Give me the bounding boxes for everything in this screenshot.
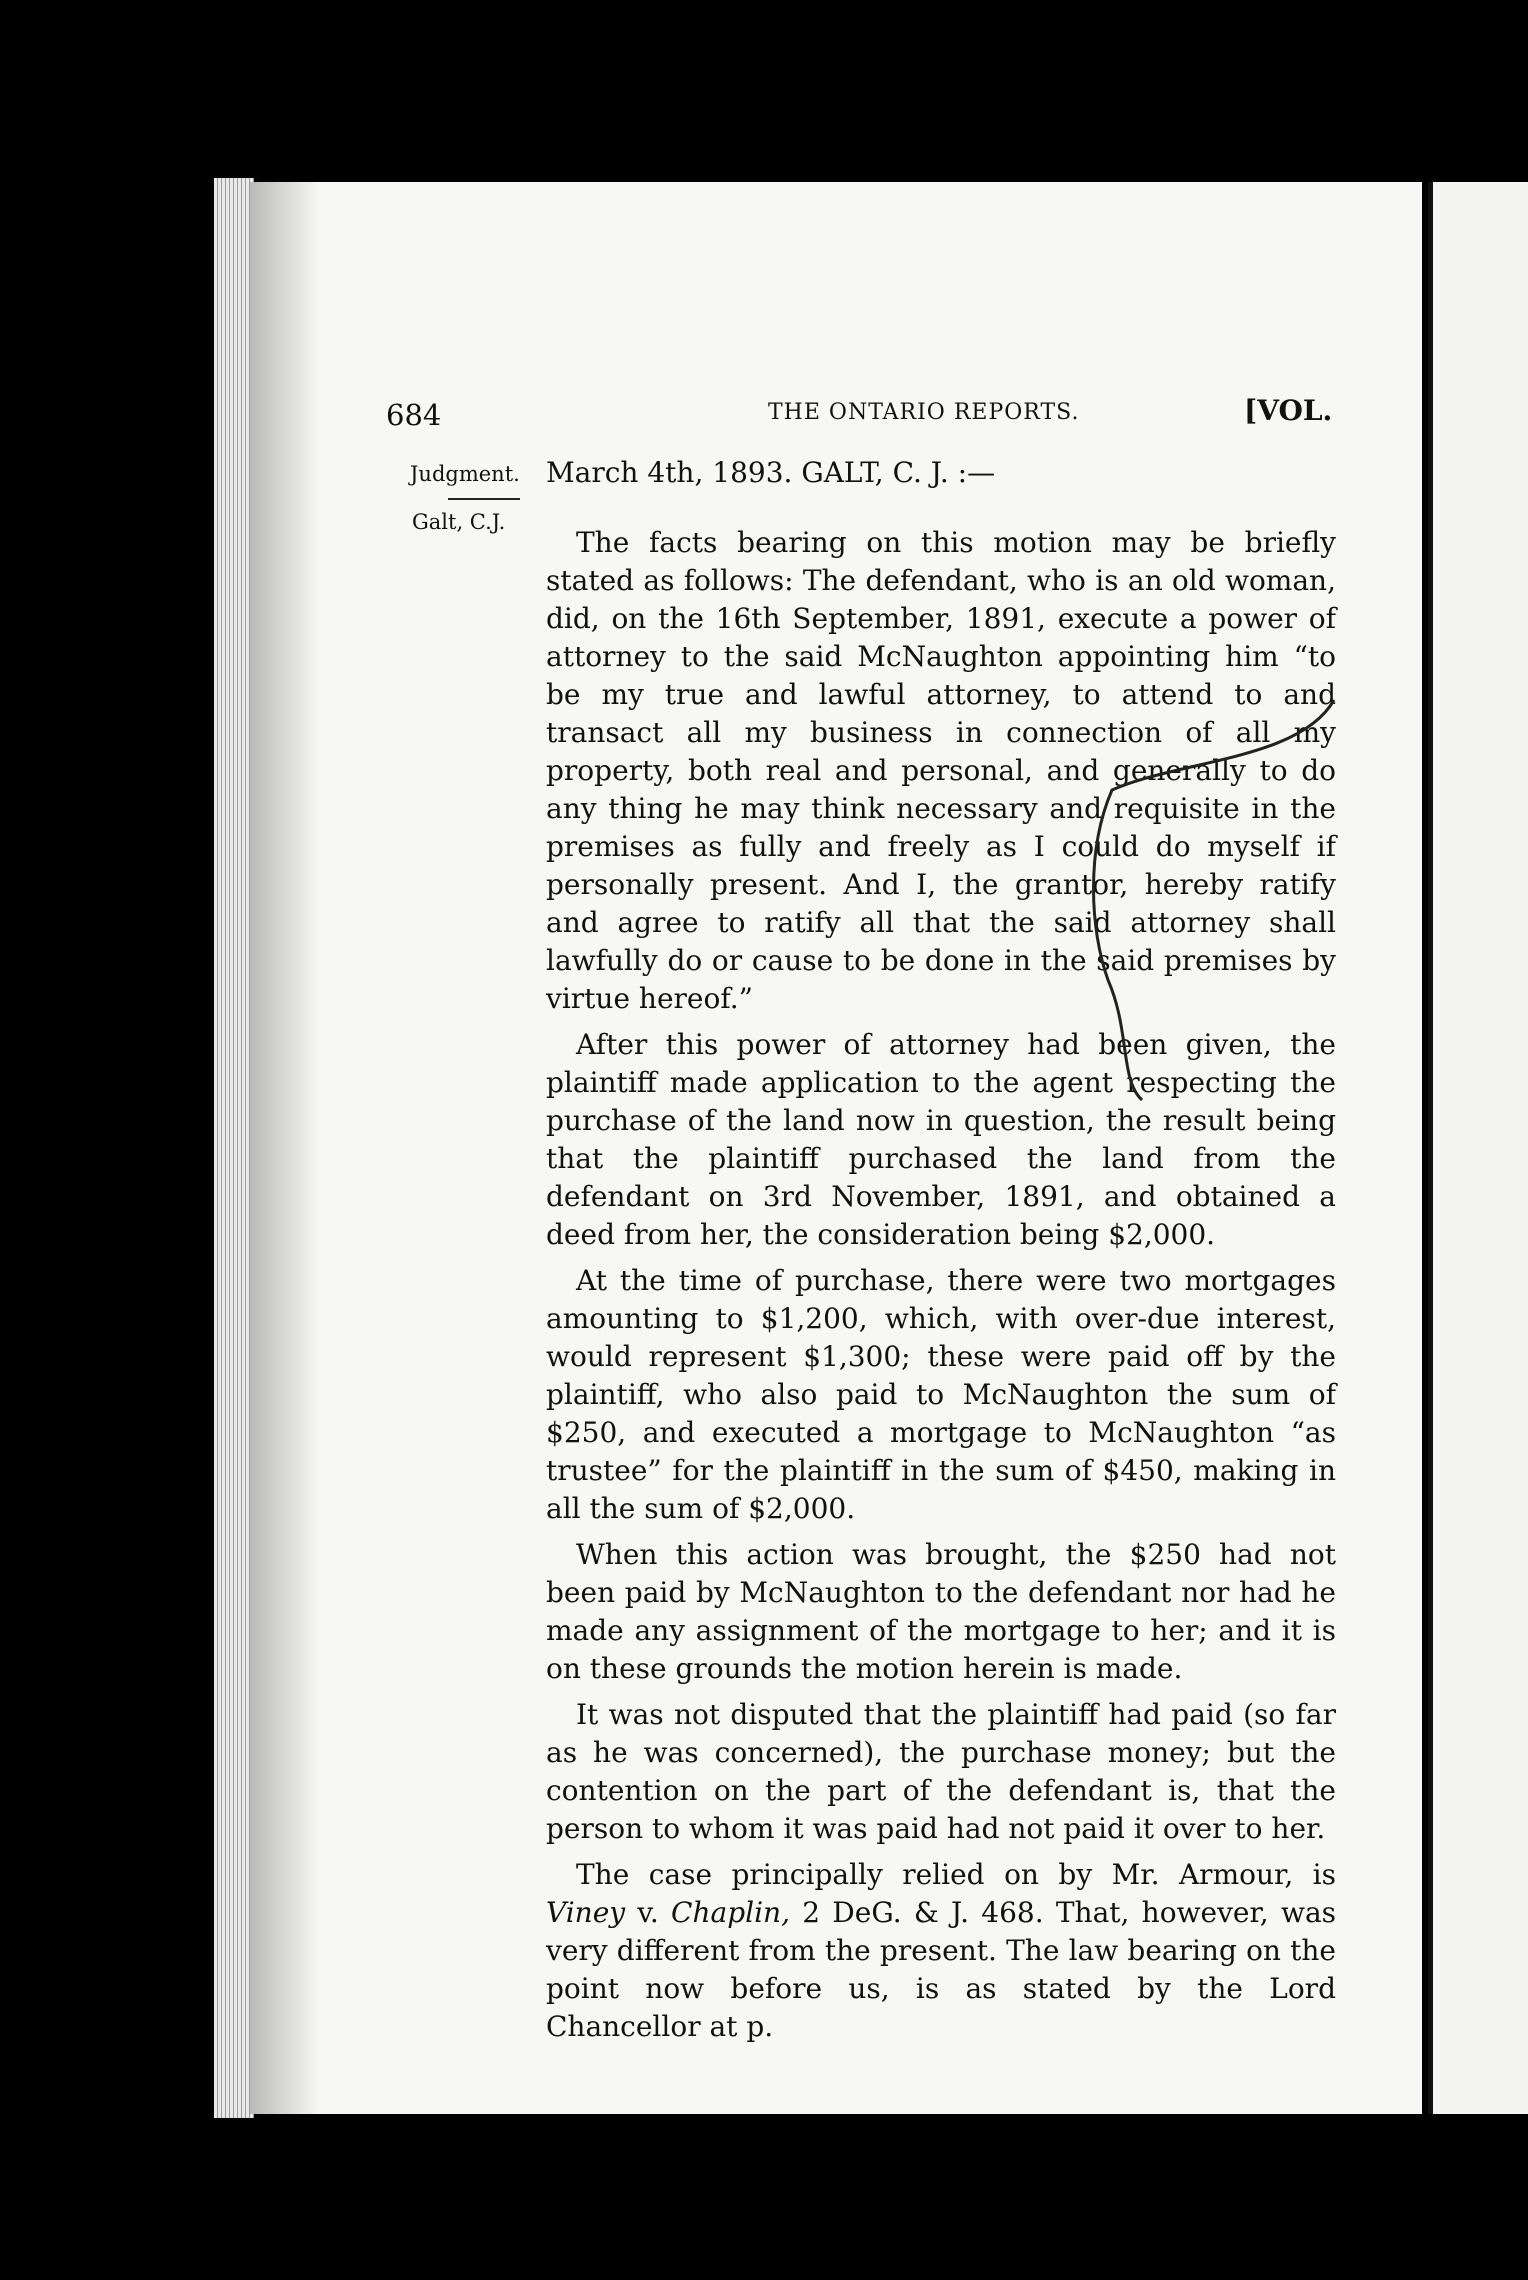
case-name-chaplin: Chaplin, [671,1896,790,1929]
paragraph-3: At the time of purchase, there were two mortgages amounting to $1,200, which, with over-due interest, would represent $1,300; these were paid off by the plaintiff, who also paid to McNaughton the sum of $250, and executed a mortgage to McNaughton “as trustee” for the plaintiff in the sum of $450, making in all the sum of $2,000. [546,1264,1336,1525]
paragraph-5: It was not disputed that the plaintiff had paid (so far as he was concerned), the purchase money; but the contention on the part of the defendant is, that the person to whom it was paid had not paid it over to her. [546,1698,1336,1845]
judgment-body [546,524,1336,2054]
page-edges [214,178,254,2118]
paragraph-6-text-a: The case principally relied on by Mr. Armour, is [576,1858,1336,1891]
page-number: 684 [386,398,442,432]
paragraph-1: The facts bearing on this motion may be briefly stated as follows: The defendant, who is an old woman, did, on the 16th September, 1891, execute a power of attorney to the said McNaughton appointing him “to be my true and lawful attorney, to attend to and transact all my business in connection of all my property, both real and personal, and generally to do any thing he may think necessary and requisite in the premises as fully and freely as I could do myself if personally present. And I, the grantor, hereby ratify and agree to ratify all that the said attorney shall lawfully do or cause to be done in the said premises by virtue hereof.” [546,526,1336,1015]
paragraph-6-text-b: v. [625,1896,672,1929]
paragraph-2: After this power of attorney had been given, the plaintiff made application to the agent respecting the purchase of the land now in question, the result being that the plaintiff purchased the land from the defendant on 3rd November, 1891, and obtained a deed from her, the consideration being $2,000. [546,1028,1336,1251]
case-name-viney: Viney [546,1896,626,1929]
adjacent-page-edge [1428,182,1528,2114]
margin-rule [448,498,520,500]
date-line: March 4th, 1893. GALT, C. J. :— [546,456,996,489]
paragraph-6 [546,1856,1336,2046]
paragraph-6-text-c: 2 DeG. & J. 468. That, however, was very different from the present. The law bearing on the point now before us, is as stated by the Lord Chancellor at p. [546,1896,1337,2043]
paragraph-4: When this action was brought, the $250 had not been paid by McNaughton to the defendant nor had he made any assignment of the mortgage to her; and it is on these grounds the motion herein is made. [546,1538,1336,1685]
volume-marker: [VOL. [1244,394,1333,427]
margin-note-judgment: Judgment. [410,462,520,486]
gutter-shadow [250,182,320,2114]
margin-note-judge: Galt, C.J. [412,510,506,534]
running-head: THE ONTARIO REPORTS. [768,400,1080,425]
